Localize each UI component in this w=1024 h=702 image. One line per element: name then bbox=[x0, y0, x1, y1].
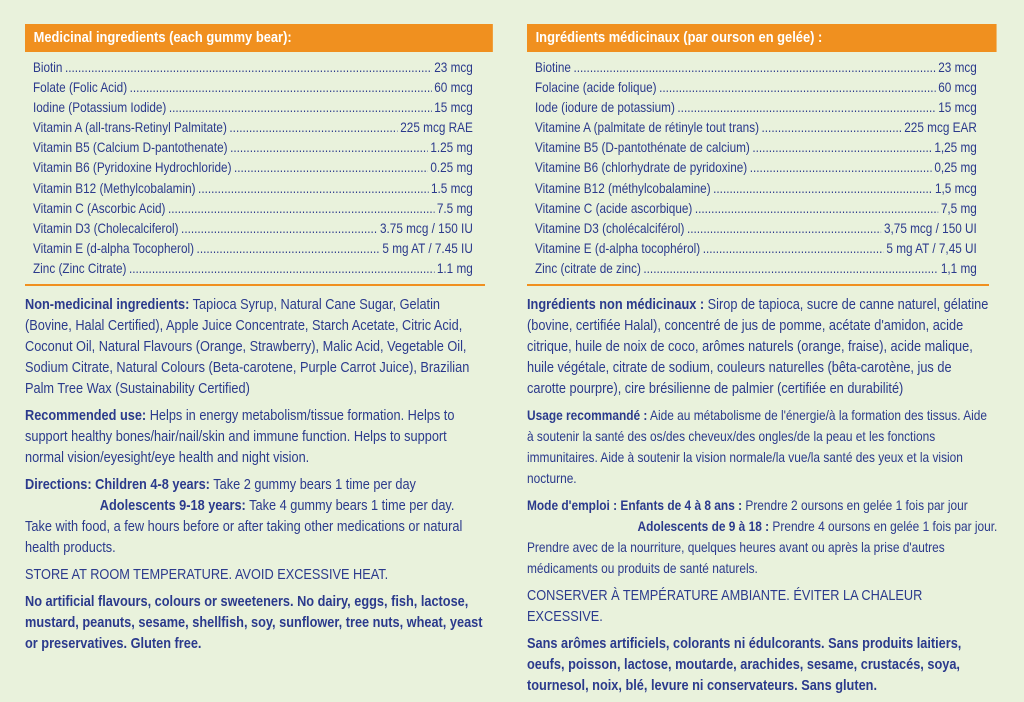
divider bbox=[25, 284, 485, 286]
ingredient-name: Iode (iodure de potassium) bbox=[535, 99, 675, 116]
directions-adolescents-fr: Adolescents de 9 à 18 : Prendre 4 oursons en gelée 1 fois par jour. bbox=[637, 518, 998, 535]
ingredient-row bbox=[33, 218, 473, 238]
recommended-use-fr: Usage recommandé : Aide au métabolisme de l'énergie/à la formation des tissus. Aide à soutenir la santé des os/des cheveux/des ongles/de la peau et les fonctions immunitaires. Aide à soutenir la vision normale/la vue/la santé des yeux et la vision nocturne. bbox=[527, 407, 988, 487]
ingredient-name: Folate (Folic Acid) bbox=[33, 79, 128, 96]
ingredient-list-fr bbox=[527, 52, 989, 278]
ingredient-row bbox=[535, 178, 977, 198]
ingredient-row bbox=[535, 77, 977, 97]
ingredient-name: Zinc (citrate de zinc) bbox=[535, 259, 641, 276]
ingredient-amount: 3.75 mcg / 150 IU bbox=[379, 219, 473, 236]
ingredient-amount: 5 mg AT / 7.45 IU bbox=[382, 239, 473, 256]
ingredient-amount: 1.25 mg bbox=[430, 139, 473, 156]
directions-adolescents: Adolescents 9-18 years: Take 4 gummy bears 1 time per day. bbox=[99, 497, 455, 515]
french-panel bbox=[527, 24, 998, 702]
ingredient-row bbox=[33, 198, 473, 218]
ingredient-row bbox=[33, 57, 473, 77]
ingredient-name: Vitamin B6 (Pyridoxine Hydrochloride) bbox=[33, 159, 232, 176]
directions-children-fr: Mode d'emploi : Enfants de 4 à 8 ans : Prendre 2 oursons en gelée 1 fois par jour bbox=[527, 497, 968, 514]
ingredient-amount: 15 mcg bbox=[938, 99, 977, 116]
ingredient-row bbox=[33, 117, 473, 137]
ingredient-name: Iodine (Potassium Iodide) bbox=[33, 99, 167, 116]
ingredient-name: Biotine bbox=[535, 59, 571, 75]
ingredient-row bbox=[535, 57, 977, 77]
ingredient-name: Vitamin A (all-trans-Retinyl Palmitate) bbox=[33, 119, 227, 136]
ingredient-amount: 1,1 mg bbox=[940, 259, 977, 276]
ingredient-name: Vitamine A (palmitate de rétinyle tout trans) bbox=[535, 119, 759, 136]
ingredient-row bbox=[33, 258, 473, 278]
food-instructions: Take with food, a few hours before or after taking other medications or natural health products. bbox=[25, 518, 463, 557]
ingredient-row bbox=[535, 97, 977, 117]
ingredient-amount: 7,5 mg bbox=[940, 199, 977, 216]
ingredient-amount: 225 mcg EAR bbox=[904, 119, 977, 136]
ingredient-amount: 1.5 mcg bbox=[430, 179, 473, 196]
english-panel bbox=[25, 24, 485, 660]
ingredient-name: Vitamine E (d-alpha tocophérol) bbox=[535, 239, 701, 256]
ingredient-name: Vitamine C (acide ascorbique) bbox=[535, 199, 693, 216]
ingredient-row bbox=[535, 137, 977, 157]
ingredient-name: Vitamin B5 (Calcium D-pantothenate) bbox=[33, 139, 228, 156]
ingredient-amount: 0,25 mg bbox=[934, 159, 977, 176]
medicinal-ingredients-header: Medicinal ingredients (each gummy bear): bbox=[25, 24, 492, 52]
ingredient-name: Vitamin D3 (Cholecalciferol) bbox=[33, 219, 179, 236]
ingredient-name: Vitamine B6 (chlorhydrate de pyridoxine) bbox=[535, 159, 748, 176]
storage-instructions: STORE AT ROOM TEMPERATURE. AVOID EXCESSIVE HEAT. bbox=[25, 566, 389, 584]
medicinal-ingredients-header-fr: Ingrédients médicinaux (par ourson en gelée) : bbox=[527, 24, 996, 52]
ingredient-amount: 1,5 mcg bbox=[934, 179, 977, 196]
ingredient-name: Vitamin E (d-alpha Tocopherol) bbox=[33, 239, 195, 256]
ingredient-row bbox=[535, 198, 977, 218]
non-medicinal-ingredients: Non-medicinal ingredients: Tapioca Syrup, Natural Cane Sugar, Gelatin (Bovine, Halal Certified), Apple Juice Concentrate, Starch Acetate, Citric Acid, Coconut Oil, Natural Flavours (Orange, Strawberry), Malic Acid, Vegetable Oil, Sodium Citrate, Natural Colours (Beta-carotene, Purple Carrot Juice), Brazilian Palm Tree Wax (Sustainability Certified) bbox=[25, 296, 470, 398]
ingredient-amount: 225 mcg RAE bbox=[400, 119, 473, 136]
ingredient-name: Vitamine D3 (cholécalciférol) bbox=[535, 219, 685, 236]
non-medicinal-ingredients-fr: Ingrédients non médicinaux : Sirop de tapioca, sucre de canne naturel, gélatine (bovine, certifiée Halal), concentré de jus de pomme, acétate d'amidon, acide citrique, huile de noix de coco, arômes naturels (orange, fraise), acide malique, huile végétale, citrate de sodium, couleurs naturelles (bêta-carotène, jus de carotte pourpre), cire brésilienne de palmier (certifiée en durabilité) bbox=[527, 296, 989, 398]
ingredient-row bbox=[535, 218, 977, 238]
ingredient-amount: 1.1 mg bbox=[436, 259, 473, 276]
ingredient-name: Vitamine B5 (D-pantothénate de calcium) bbox=[535, 139, 750, 156]
ingredient-amount: 60 mcg bbox=[938, 79, 977, 96]
ingredient-row bbox=[33, 178, 473, 198]
ingredient-amount: 3,75 mcg / 150 UI bbox=[883, 219, 977, 236]
ingredient-name: Biotin bbox=[33, 59, 63, 75]
ingredient-row bbox=[33, 238, 473, 258]
ingredient-amount: 23 mcg bbox=[938, 59, 977, 75]
divider bbox=[527, 284, 989, 286]
ingredient-name: Zinc (Zinc Citrate) bbox=[33, 259, 127, 276]
recommended-use: Recommended use: Helps in energy metabolism/tissue formation. Helps to support healthy bones/hair/nail/skin and immune function. Helps to support normal vision/eyesight/eye health and night vision. bbox=[25, 407, 455, 467]
ingredient-amount: 15 mcg bbox=[434, 99, 473, 116]
ingredient-row bbox=[535, 157, 977, 177]
ingredient-amount: 0.25 mg bbox=[430, 159, 473, 176]
directions-children: Directions: Children 4-8 years: Take 2 gummy bears 1 time per day bbox=[25, 476, 416, 494]
storage-instructions-fr: CONSERVER À TEMPÉRATURE AMBIANTE. ÉVITER LA CHALEUR EXCESSIVE. bbox=[527, 587, 923, 626]
allergen-free-statement: No artificial flavours, colours or sweeteners. No dairy, eggs, fish, lactose, mustard, peanuts, sesame, shellfish, soy, sunflower, tree nuts, wheat, yeast or preservatives. Gluten free. bbox=[25, 593, 483, 653]
ingredient-name: Vitamin B12 (Methylcobalamin) bbox=[33, 179, 196, 196]
ingredient-row bbox=[33, 77, 473, 97]
ingredient-row bbox=[535, 117, 977, 137]
ingredient-row bbox=[33, 97, 473, 117]
ingredient-row bbox=[535, 238, 977, 258]
ingredient-amount: 7.5 mg bbox=[436, 199, 473, 216]
ingredient-amount: 60 mcg bbox=[434, 79, 473, 96]
ingredient-list bbox=[25, 52, 485, 278]
ingredient-amount: 23 mcg bbox=[434, 59, 473, 75]
ingredient-name: Folacine (acide folique) bbox=[535, 79, 657, 96]
ingredient-name: Vitamine B12 (méthylcobalamine) bbox=[535, 179, 711, 196]
ingredient-name: Vitamin C (Ascorbic Acid) bbox=[33, 199, 166, 216]
ingredient-amount: 1,25 mg bbox=[934, 139, 977, 156]
ingredient-row bbox=[33, 157, 473, 177]
allergen-free-statement-fr: Sans arômes artificiels, colorants ni édulcorants. Sans produits laitiers, oeufs, poisson, lactose, moutarde, arachides, sesame, crustacés, soya, tournesol, noix, blé, levure ni conservateurs. Sans gluten. bbox=[527, 635, 962, 695]
ingredient-row bbox=[33, 137, 473, 157]
food-instructions-fr: Prendre avec de la nourriture, quelques heures avant ou après la prise d'autres médicaments ou produits de santé naturels. bbox=[527, 539, 945, 577]
ingredient-amount: 5 mg AT / 7,45 UI bbox=[886, 239, 977, 256]
ingredient-row bbox=[535, 258, 977, 278]
